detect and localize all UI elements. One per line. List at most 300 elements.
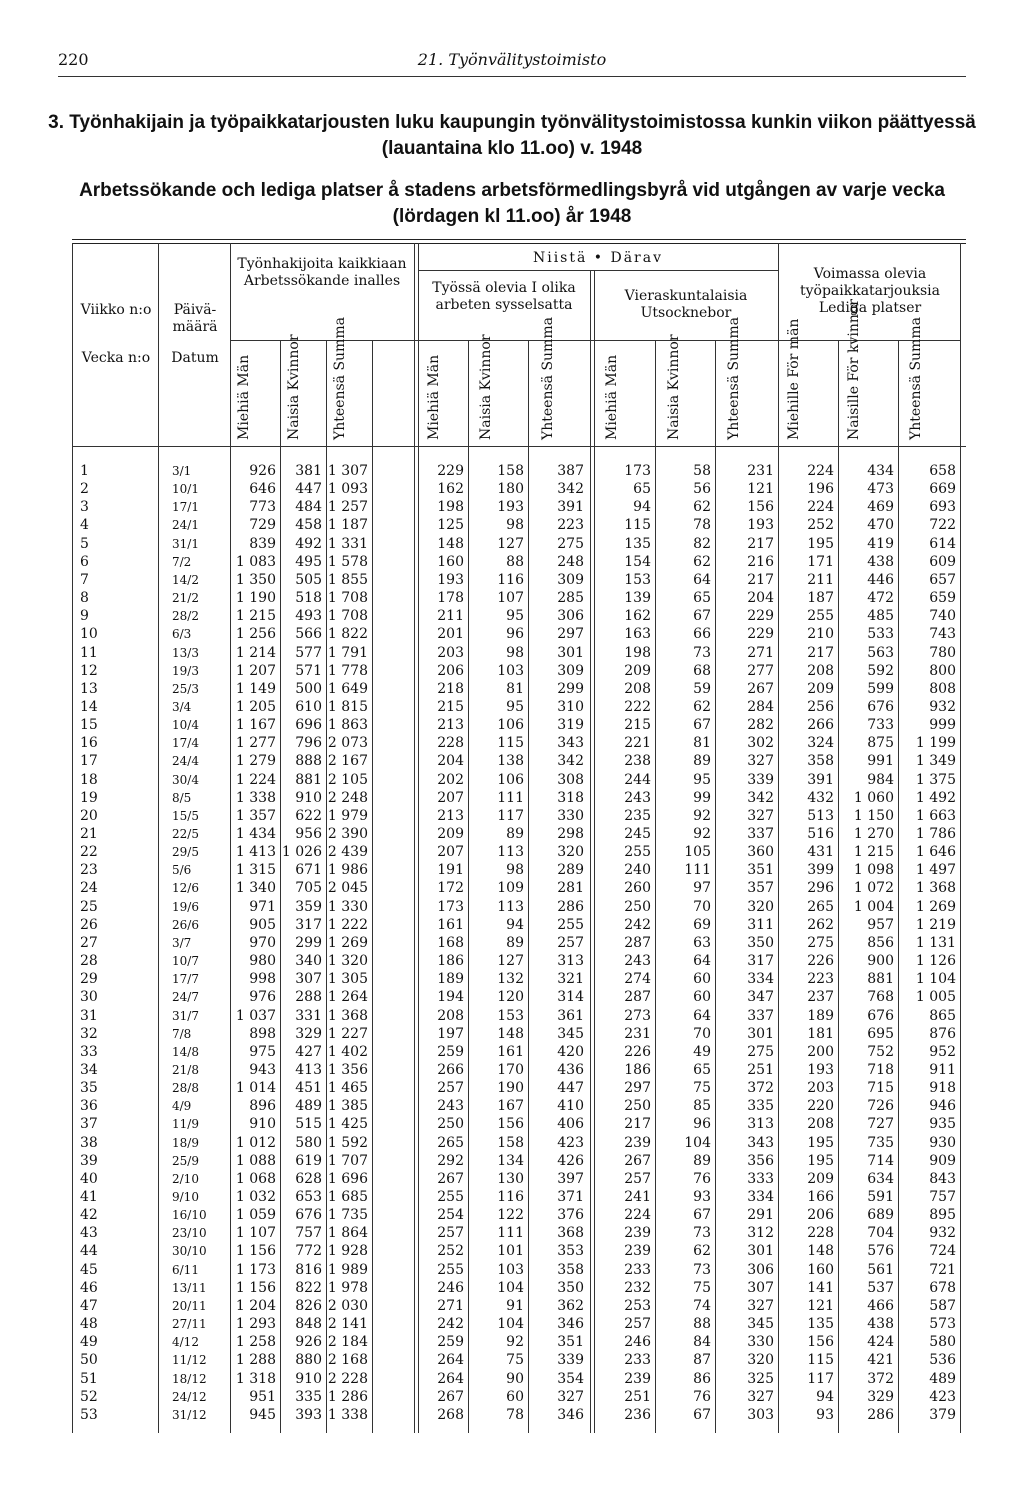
cell-vacancies-women: 329 (867, 1388, 894, 1405)
cell-applicants-men: 976 (249, 989, 276, 1006)
cell-vacancies-men: 262 (807, 916, 834, 933)
cell-applicants-women: 288 (295, 989, 322, 1006)
cell-employed-men: 203 (437, 644, 464, 661)
cell-foreign-total: 284 (747, 698, 774, 715)
cell-foreign-men: 163 (624, 626, 651, 643)
cell-employed-men: 198 (437, 499, 464, 516)
cell-applicants-total: 1 187 (327, 517, 368, 534)
cell-vacancies-total: 1 663 (915, 807, 956, 824)
cell-foreign-total: 327 (747, 1297, 774, 1314)
title-swedish: Arbetssökande och lediga platser å stadens arbetsförmedlingsbyrå vid utgången av varje vecka (lördagen kl 11.oo) år 1948 (79, 180, 945, 227)
cell-foreign-total: 301 (747, 1243, 774, 1260)
cell-applicants-women: 622 (295, 807, 322, 824)
cell-foreign-total: 271 (747, 644, 774, 661)
cell-applicants-total: 2 439 (327, 844, 368, 861)
cell-foreign-men: 243 (624, 953, 651, 970)
cell-vacancies-total: 724 (929, 1243, 956, 1260)
cell-foreign-total: 282 (747, 717, 774, 734)
cell-vacancies-total: 999 (929, 717, 956, 734)
cell-employed-total: 426 (557, 1152, 584, 1169)
cell-employed-women: 138 (497, 753, 524, 770)
cell-employed-men: 242 (437, 1316, 464, 1333)
cell-applicants-men: 905 (249, 916, 276, 933)
cell-vacancies-total: 895 (929, 1207, 956, 1224)
cell-foreign-men: 257 (624, 1316, 651, 1333)
cell-applicants-women: 413 (295, 1061, 322, 1078)
page-number: 220 (58, 50, 89, 69)
cell-employed-women: 120 (497, 989, 524, 1006)
cell-foreign-women: 105 (684, 844, 711, 861)
cell-vacancies-total: 609 (929, 553, 956, 570)
cell-foreign-total: 312 (747, 1225, 774, 1242)
cell-vacancies-women: 1 072 (853, 880, 894, 897)
table-row (72, 807, 962, 826)
table-top-rule-2 (72, 243, 966, 244)
cell-employed-men: 197 (437, 1025, 464, 1042)
cell-date: 7/2 (172, 554, 192, 569)
table-row (72, 662, 962, 681)
cell-employed-total: 321 (557, 971, 584, 988)
cell-week: 10 (80, 626, 98, 643)
cell-applicants-total: 2 167 (327, 753, 368, 770)
cell-applicants-total: 1 978 (327, 1279, 368, 1296)
cell-vacancies-men: 226 (807, 953, 834, 970)
cell-applicants-women: 580 (295, 1134, 322, 1151)
cell-applicants-total: 1 928 (327, 1243, 368, 1260)
cell-week: 2 (80, 481, 89, 498)
cell-applicants-men: 1 214 (235, 644, 276, 661)
cell-employed-men: 267 (437, 1388, 464, 1405)
cell-vacancies-women: 991 (867, 753, 894, 770)
header-bottom-rule (72, 446, 966, 447)
cell-applicants-women: 515 (295, 1116, 322, 1133)
cell-vacancies-total: 1 126 (915, 953, 956, 970)
cell-applicants-men: 729 (249, 517, 276, 534)
cell-employed-total: 285 (557, 590, 584, 607)
cell-applicants-men: 896 (249, 1098, 276, 1115)
cell-applicants-total: 1 778 (327, 662, 368, 679)
cell-applicants-men: 1 224 (235, 771, 276, 788)
cell-employed-total: 358 (557, 1261, 584, 1278)
cell-vacancies-total: 865 (929, 1007, 956, 1024)
cell-foreign-total: 301 (747, 1025, 774, 1042)
header-total: Yhteensä Summa (540, 317, 556, 440)
cell-vacancies-total: 743 (929, 626, 956, 643)
cell-applicants-men: 1 434 (235, 826, 276, 842)
cell-week: 35 (80, 1080, 98, 1097)
cell-vacancies-men: 296 (807, 880, 834, 897)
cell-applicants-men: 1 357 (235, 807, 276, 824)
cell-applicants-total: 2 390 (327, 826, 368, 842)
cell-applicants-women: 653 (295, 1189, 322, 1205)
cell-date: 21/8 (172, 1062, 199, 1077)
cell-vacancies-women: 446 (867, 571, 894, 588)
cell-foreign-women: 74 (693, 1297, 711, 1314)
cell-vacancies-men: 208 (807, 662, 834, 679)
cell-foreign-women: 85 (693, 1098, 711, 1115)
cell-employed-men: 207 (437, 789, 464, 806)
cell-foreign-total: 335 (747, 1098, 774, 1115)
cell-date: 6/3 (172, 627, 192, 642)
cell-week: 43 (80, 1225, 98, 1242)
header-of-which: Niistä • Därav (532, 250, 664, 266)
cell-week: 52 (80, 1388, 98, 1405)
cell-foreign-women: 58 (693, 463, 711, 479)
cell-employed-men: 292 (437, 1152, 464, 1169)
cell-applicants-women: 826 (295, 1297, 322, 1314)
cell-week: 50 (80, 1352, 98, 1369)
header-date-fi: Päivä- määrä (172, 302, 218, 335)
cell-week: 27 (80, 934, 98, 951)
cell-date: 5/6 (172, 863, 192, 878)
cell-vacancies-women: 881 (867, 971, 894, 988)
cell-vacancies-men: 516 (807, 826, 834, 842)
table-row (72, 898, 962, 917)
cell-vacancies-men: 200 (807, 1043, 834, 1060)
cell-applicants-women: 451 (295, 1080, 322, 1097)
cell-employed-men: 228 (437, 735, 464, 752)
cell-foreign-men: 186 (624, 1061, 651, 1078)
cell-foreign-men: 250 (624, 1098, 651, 1115)
cell-date: 28/8 (172, 1081, 199, 1096)
cell-foreign-total: 351 (747, 862, 774, 879)
cell-vacancies-women: 752 (867, 1043, 894, 1060)
cell-employed-women: 104 (497, 1316, 524, 1333)
cell-employed-total: 343 (557, 735, 584, 752)
cell-applicants-women: 329 (295, 1025, 322, 1042)
cell-foreign-women: 59 (693, 680, 711, 697)
cell-employed-total: 423 (557, 1134, 584, 1151)
cell-employed-total: 314 (557, 989, 584, 1006)
cell-employed-men: 206 (437, 662, 464, 679)
cell-employed-total: 313 (557, 953, 584, 970)
cell-employed-total: 391 (557, 499, 584, 516)
cell-vacancies-men: 209 (807, 1170, 834, 1187)
cell-foreign-total: 357 (747, 880, 774, 897)
cell-applicants-total: 2 228 (327, 1370, 368, 1387)
cell-employed-women: 132 (497, 971, 524, 988)
subgroup-rule (418, 270, 778, 271)
table-row (72, 716, 962, 735)
cell-applicants-total: 1 330 (327, 898, 368, 915)
cell-applicants-men: 1 277 (235, 735, 276, 752)
cell-employed-men: 255 (437, 1261, 464, 1278)
cell-applicants-total: 1 305 (327, 971, 368, 988)
cell-vacancies-women: 1 060 (853, 789, 894, 806)
cell-vacancies-men: 324 (807, 735, 834, 752)
cell-applicants-women: 772 (295, 1243, 322, 1260)
cell-foreign-men: 238 (624, 753, 651, 770)
header-women: Naisia Kvinnor (666, 334, 682, 440)
cell-foreign-total: 327 (747, 1388, 774, 1405)
cell-foreign-men: 65 (633, 481, 651, 498)
cell-applicants-women: 359 (295, 898, 322, 915)
header-women: Naisia Kvinnor (478, 334, 494, 440)
cell-date: 19/3 (172, 663, 199, 678)
cell-foreign-total: 204 (747, 590, 774, 607)
cell-vacancies-men: 135 (807, 1316, 834, 1333)
table-row (72, 1242, 962, 1261)
cell-employed-men: 257 (437, 1080, 464, 1097)
cell-employed-men: 178 (437, 590, 464, 607)
cell-applicants-women: 619 (295, 1152, 322, 1169)
cell-foreign-women: 96 (693, 1116, 711, 1133)
cell-applicants-women: 571 (295, 662, 322, 679)
cell-vacancies-women: 421 (867, 1352, 894, 1369)
cell-employed-women: 107 (497, 590, 524, 607)
cell-vacancies-men: 196 (807, 481, 834, 498)
cell-employed-women: 94 (506, 916, 524, 933)
cell-applicants-total: 1 425 (327, 1116, 368, 1133)
cell-employed-women: 95 (506, 608, 524, 625)
cell-vacancies-men: 224 (807, 499, 834, 516)
header-men: Miehiä Män (604, 354, 620, 440)
cell-vacancies-men: 431 (807, 844, 834, 861)
cell-applicants-women: 888 (295, 753, 322, 770)
cell-foreign-total: 342 (747, 789, 774, 806)
cell-vacancies-total: 935 (929, 1116, 956, 1133)
cell-applicants-total: 1 402 (327, 1043, 368, 1060)
cell-week: 25 (80, 898, 98, 915)
cell-vacancies-total: 678 (929, 1279, 956, 1296)
cell-foreign-women: 70 (693, 898, 711, 915)
cell-employed-total: 447 (557, 1080, 584, 1097)
cell-applicants-total: 1 222 (327, 916, 368, 933)
cell-applicants-men: 1 318 (235, 1370, 276, 1387)
cell-vacancies-women: 715 (867, 1080, 894, 1097)
cell-week: 4 (80, 517, 89, 534)
cell-applicants-men: 1 258 (235, 1334, 276, 1351)
cell-employed-total: 320 (557, 844, 584, 861)
cell-vacancies-men: 141 (807, 1279, 834, 1296)
table-row (72, 789, 962, 808)
cell-vacancies-total: 1 131 (915, 934, 956, 951)
cell-employed-women: 81 (506, 680, 524, 697)
cell-foreign-women: 111 (684, 862, 711, 879)
cell-applicants-total: 1 356 (327, 1061, 368, 1078)
cell-foreign-women: 89 (693, 753, 711, 770)
cell-foreign-total: 333 (747, 1170, 774, 1187)
header-men: Miehiä Män (426, 354, 442, 440)
cell-employed-total: 248 (557, 553, 584, 570)
cell-vacancies-total: 587 (929, 1297, 956, 1314)
cell-applicants-women: 447 (295, 481, 322, 498)
cell-vacancies-women: 434 (867, 463, 894, 479)
header-vacancies: Voimassa olevia työpaikkatarjouksia Lediga platser (799, 266, 940, 316)
cell-foreign-men: 154 (624, 553, 651, 570)
cell-employed-men: 213 (437, 807, 464, 824)
cell-vacancies-total: 693 (929, 499, 956, 516)
cell-employed-total: 436 (557, 1061, 584, 1078)
cell-vacancies-women: 576 (867, 1243, 894, 1260)
cell-employed-men: 268 (437, 1406, 464, 1423)
cell-foreign-women: 62 (693, 553, 711, 570)
cell-vacancies-women: 438 (867, 553, 894, 570)
header-women: Naisia Kvinnor (286, 334, 302, 440)
header-total: Yhteensä Summa (908, 317, 924, 440)
cell-foreign-men: 255 (624, 844, 651, 861)
cell-employed-men: 213 (437, 717, 464, 734)
cell-date: 25/9 (172, 1153, 199, 1168)
cell-employed-women: 111 (497, 789, 524, 806)
cell-employed-women: 190 (497, 1080, 524, 1097)
cell-employed-total: 406 (557, 1116, 584, 1133)
cell-date: 3/7 (172, 935, 192, 950)
header-total: Yhteensä Summa (332, 317, 348, 440)
cell-foreign-total: 317 (747, 953, 774, 970)
cell-foreign-women: 60 (693, 971, 711, 988)
cell-foreign-women: 56 (693, 481, 711, 498)
cell-vacancies-total: 423 (929, 1388, 956, 1405)
table-row (72, 861, 962, 880)
cell-employed-total: 371 (557, 1189, 584, 1205)
cell-foreign-men: 274 (624, 971, 651, 988)
cell-foreign-women: 87 (693, 1352, 711, 1369)
cell-week: 51 (80, 1370, 98, 1387)
cell-vacancies-men: 237 (807, 989, 834, 1006)
cell-vacancies-women: 676 (867, 698, 894, 715)
cell-vacancies-total: 536 (929, 1352, 956, 1369)
title-finnish: 3. Työnhakijain ja työpaikkatarjousten luku kaupungin työnvälitystoimistossa kunkin viikon päättyessä (lauantaina klo 11.oo) v. 1948 (48, 112, 976, 159)
cell-vacancies-total: 721 (929, 1261, 956, 1278)
cell-applicants-total: 1 863 (327, 717, 368, 734)
cell-foreign-total: 330 (747, 1334, 774, 1351)
cell-foreign-men: 273 (624, 1007, 651, 1024)
cell-employed-total: 309 (557, 571, 584, 588)
cell-vacancies-women: 470 (867, 517, 894, 534)
cell-date: 3/4 (172, 699, 192, 714)
cell-employed-men: 148 (437, 535, 464, 552)
cell-employed-women: 89 (506, 934, 524, 951)
cell-foreign-total: 231 (747, 463, 774, 479)
cell-vacancies-men: 224 (807, 463, 834, 479)
cell-vacancies-total: 1 269 (915, 898, 956, 915)
cell-employed-women: 193 (497, 499, 524, 516)
table-row (72, 843, 962, 862)
cell-employed-women: 103 (497, 662, 524, 679)
cell-foreign-women: 49 (693, 1043, 711, 1060)
cell-foreign-men: 239 (624, 1243, 651, 1260)
cell-employed-total: 368 (557, 1225, 584, 1242)
cell-employed-men: 194 (437, 989, 464, 1006)
cell-date: 15/5 (172, 808, 199, 823)
cell-vacancies-men: 94 (816, 1388, 834, 1405)
cell-vacancies-men: 195 (807, 1134, 834, 1151)
cell-vacancies-women: 561 (867, 1261, 894, 1278)
cell-employed-women: 153 (497, 1007, 524, 1024)
cell-foreign-women: 67 (693, 1406, 711, 1423)
header-men: Miehiä Män (236, 354, 252, 440)
cell-foreign-men: 236 (624, 1406, 651, 1423)
cell-week: 40 (80, 1170, 98, 1187)
cell-foreign-men: 222 (624, 698, 651, 715)
cell-date: 29/5 (172, 845, 199, 860)
cell-applicants-total: 2 073 (327, 735, 368, 752)
cell-week: 26 (80, 916, 98, 933)
table-row (72, 1333, 962, 1352)
cell-foreign-men: 239 (624, 1225, 651, 1242)
table-row (72, 1025, 962, 1044)
table-row (72, 1315, 962, 1334)
cell-date: 23/10 (172, 1226, 207, 1241)
cell-foreign-women: 89 (693, 1152, 711, 1169)
cell-employed-women: 89 (506, 826, 524, 842)
cell-vacancies-women: 472 (867, 590, 894, 607)
cell-applicants-women: 910 (295, 1370, 322, 1387)
cell-vacancies-men: 187 (807, 590, 834, 607)
cell-vacancies-total: 876 (929, 1025, 956, 1042)
cell-foreign-men: 239 (624, 1134, 651, 1151)
cell-employed-total: 354 (557, 1370, 584, 1387)
cell-applicants-total: 1 227 (327, 1025, 368, 1042)
cell-employed-men: 160 (437, 553, 464, 570)
cell-applicants-men: 1 207 (235, 662, 276, 679)
cell-employed-women: 91 (506, 1297, 524, 1314)
cell-date: 10/1 (172, 482, 199, 497)
cell-foreign-women: 65 (693, 1061, 711, 1078)
table-row (72, 825, 962, 844)
cell-employed-total: 345 (557, 1025, 584, 1042)
cell-applicants-women: 628 (295, 1170, 322, 1187)
cell-applicants-total: 2 045 (327, 880, 368, 897)
cell-employed-women: 148 (497, 1025, 524, 1042)
cell-applicants-men: 1 173 (235, 1261, 276, 1278)
cell-vacancies-total: 489 (929, 1370, 956, 1387)
cell-employed-men: 204 (437, 753, 464, 770)
cell-employed-men: 259 (437, 1334, 464, 1351)
cell-date: 17/1 (172, 500, 199, 515)
header-foreign: Vieraskuntalaisia Utsocknebor (624, 288, 748, 321)
cell-employed-total: 397 (557, 1170, 584, 1187)
cell-date: 14/8 (172, 1044, 199, 1059)
cell-employed-women: 98 (506, 862, 524, 879)
cell-applicants-men: 971 (249, 898, 276, 915)
cell-employed-men: 250 (437, 1116, 464, 1133)
cell-foreign-total: 291 (747, 1207, 774, 1224)
cell-vacancies-total: 740 (929, 608, 956, 625)
cell-foreign-women: 68 (693, 662, 711, 679)
cell-foreign-men: 217 (624, 1116, 651, 1133)
cell-date: 31/1 (172, 536, 199, 551)
cell-foreign-total: 360 (747, 844, 774, 861)
cell-week: 36 (80, 1098, 98, 1115)
cell-applicants-women: 822 (295, 1279, 322, 1296)
cell-applicants-men: 998 (249, 971, 276, 988)
cell-vacancies-total: 722 (929, 517, 956, 534)
cell-employed-women: 98 (506, 644, 524, 661)
cell-applicants-total: 2 030 (327, 1297, 368, 1314)
cell-applicants-men: 1 288 (235, 1352, 276, 1369)
cell-foreign-men: 115 (624, 517, 651, 534)
cell-applicants-women: 489 (295, 1098, 322, 1115)
cell-foreign-total: 121 (747, 481, 774, 498)
cell-vacancies-women: 1 215 (853, 844, 894, 861)
cell-applicants-women: 307 (295, 971, 322, 988)
cell-vacancies-women: 714 (867, 1152, 894, 1169)
cell-employed-men: 202 (437, 771, 464, 788)
cell-week: 24 (80, 880, 98, 897)
cell-foreign-total: 313 (747, 1116, 774, 1133)
cell-employed-total: 376 (557, 1207, 584, 1224)
cell-employed-total: 330 (557, 807, 584, 824)
cell-vacancies-men: 210 (807, 626, 834, 643)
cell-applicants-men: 975 (249, 1043, 276, 1060)
cell-applicants-men: 1 059 (235, 1207, 276, 1224)
cell-foreign-total: 229 (747, 608, 774, 625)
cell-applicants-women: 705 (295, 880, 322, 897)
cell-foreign-women: 63 (693, 934, 711, 951)
cell-date: 24/12 (172, 1389, 207, 1404)
